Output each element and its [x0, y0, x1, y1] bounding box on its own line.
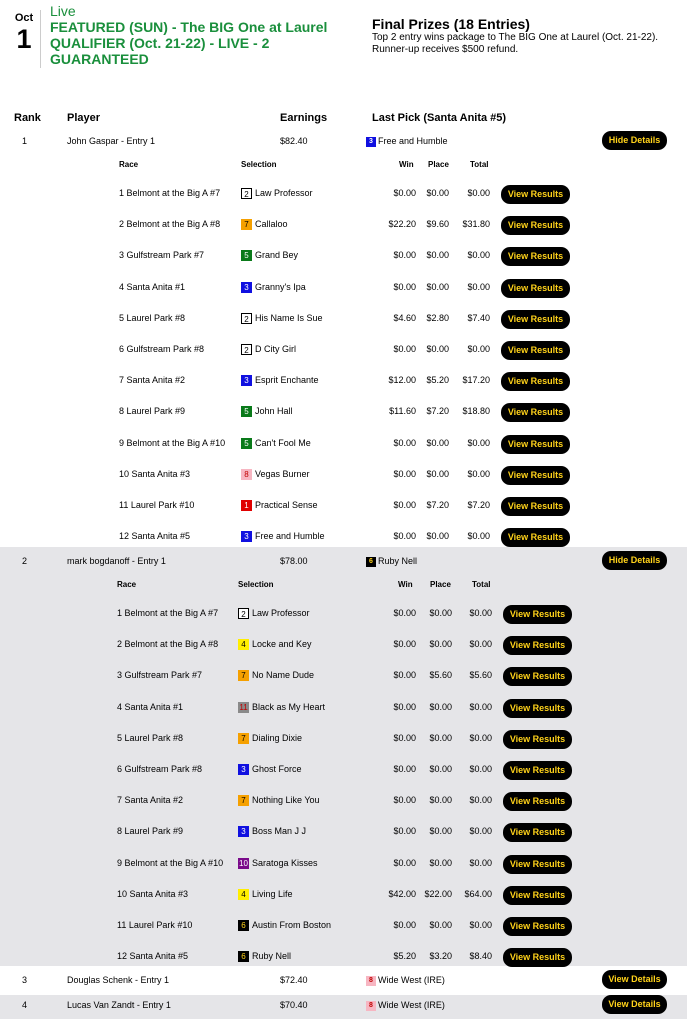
race-row — [0, 951, 687, 964]
race-row — [0, 469, 687, 482]
selection-name: Vegas Burner — [255, 469, 310, 479]
player-name: Lucas Van Zandt - Entry 1 — [67, 1000, 171, 1010]
last-pick-number-badge: 8 — [366, 1001, 376, 1011]
race-row — [0, 188, 687, 201]
race-name: 4 Santa Anita #1 — [117, 702, 184, 712]
selection-name: Dialing Dixie — [252, 733, 303, 743]
total-amount: $0.00 — [467, 344, 490, 354]
place-amount: $0.00 — [429, 858, 452, 868]
place-amount: $0.00 — [426, 469, 449, 479]
race-name: 10 Santa Anita #3 — [117, 889, 189, 899]
selection-name: Free and Humble — [255, 531, 325, 541]
selection-number-badge: 8 — [241, 469, 252, 480]
selection-number-badge: 7 — [238, 795, 249, 806]
race-row — [0, 406, 687, 419]
win-amount: $11.60 — [389, 406, 416, 416]
event-info — [50, 4, 350, 67]
race-row — [0, 702, 687, 715]
selection-number-badge: 5 — [241, 406, 252, 417]
place-amount: $0.00 — [429, 639, 452, 649]
place-amount: $0.00 — [426, 282, 449, 292]
selection-name: Law Professor — [252, 608, 310, 618]
event-month: Oct — [14, 12, 34, 24]
place-amount: $0.00 — [426, 188, 449, 198]
view-results-button[interactable]: View Results — [501, 310, 570, 329]
race-row — [0, 920, 687, 933]
win-amount: $0.00 — [393, 826, 416, 836]
selection-number-badge: 2 — [241, 313, 252, 324]
win-amount: $12.00 — [388, 375, 416, 385]
selection-name: Ruby Nell — [252, 951, 292, 961]
win-amount: $0.00 — [393, 608, 416, 618]
player-row — [0, 1000, 687, 1012]
prizes-line-1: Top 2 entry wins package to The BIG One at Laurel (Oct. 21-22). — [372, 32, 659, 43]
rank-header: Rank — [14, 112, 41, 124]
race-row — [0, 795, 687, 808]
last-pick-header: Last Pick (Santa Anita #5) — [372, 112, 507, 124]
race-name: 8 Laurel Park #9 — [119, 406, 186, 416]
race-name: 9 Belmont at the Big A #10 — [119, 438, 226, 448]
player-earnings: $70.40 — [280, 1000, 308, 1010]
selection-number-badge: 6 — [238, 920, 249, 931]
selection-name: Saratoga Kisses — [252, 858, 318, 868]
player-earnings: $72.40 — [280, 975, 308, 985]
win-amount: $0.00 — [393, 531, 416, 541]
selection — [238, 670, 314, 681]
detail-header — [0, 580, 687, 592]
player-row — [0, 556, 687, 568]
detail-header-place: Place — [428, 160, 449, 169]
selection — [241, 282, 306, 293]
race-name: 11 Laurel Park #10 — [117, 920, 193, 930]
total-amount: $0.00 — [467, 438, 490, 448]
player-row — [0, 136, 687, 148]
race-name: 11 Laurel Park #10 — [119, 500, 195, 510]
view-results-button[interactable]: View Results — [503, 823, 572, 842]
total-amount: $7.40 — [467, 313, 490, 323]
last-pick-name: Free and Humble — [378, 136, 448, 146]
selection-name: Black as My Heart — [252, 702, 326, 712]
win-amount: $0.00 — [393, 764, 416, 774]
race-row — [0, 219, 687, 232]
player-name: Douglas Schenk - Entry 1 — [67, 975, 170, 985]
selection — [238, 764, 302, 775]
race-row — [0, 826, 687, 839]
place-amount: $0.00 — [426, 344, 449, 354]
view-results-button[interactable]: View Results — [503, 948, 572, 967]
selection — [241, 375, 319, 386]
place-amount: $7.20 — [426, 406, 449, 416]
view-results-button[interactable]: View Results — [501, 528, 570, 547]
view-results-button[interactable]: View Results — [501, 216, 570, 235]
race-name: 1 Belmont at the Big A #7 — [117, 608, 219, 618]
race-name: 9 Belmont at the Big A #10 — [117, 858, 224, 868]
race-row — [0, 282, 687, 295]
place-amount: $0.00 — [429, 733, 452, 743]
total-amount: $7.20 — [467, 500, 490, 510]
selection-number-badge: 3 — [238, 764, 249, 775]
place-amount: $0.00 — [426, 250, 449, 260]
total-amount: $0.00 — [469, 639, 492, 649]
selection — [241, 313, 323, 324]
selection-name: Callaloo — [255, 219, 288, 229]
earnings-header: Earnings — [280, 112, 328, 124]
view-results-button[interactable]: View Results — [503, 699, 572, 718]
selection — [238, 702, 325, 713]
selection-number-badge: 3 — [241, 531, 252, 542]
place-amount: $5.60 — [429, 670, 452, 680]
selection — [238, 858, 318, 869]
selection — [238, 951, 291, 962]
selection-number-badge: 2 — [241, 344, 252, 355]
race-name: 3 Gulfstream Park #7 — [119, 250, 205, 260]
selection — [238, 639, 312, 650]
event-date — [12, 12, 36, 53]
total-amount: $5.60 — [469, 670, 492, 680]
hide-details-button[interactable]: Hide Details — [602, 551, 667, 570]
win-amount: $0.00 — [393, 639, 416, 649]
selection-name: Austin From Boston — [252, 920, 332, 930]
last-pick — [366, 556, 417, 567]
race-row — [0, 858, 687, 871]
view-results-button[interactable]: View Results — [503, 855, 572, 874]
last-pick-number-badge: 6 — [366, 557, 376, 567]
event-title: FEATURED (SUN) - The BIG One at Laurel QUALIFIER (Oct. 21-22) - LIVE - 2 GUARANTEED — [50, 19, 328, 67]
detail-header-win: Win — [399, 160, 414, 169]
selection — [238, 795, 320, 806]
race-name: 7 Santa Anita #2 — [117, 795, 184, 805]
race-name: 6 Gulfstream Park #8 — [119, 344, 205, 354]
last-pick-name: Ruby Nell — [378, 556, 418, 566]
selection-number-badge: 7 — [241, 219, 252, 230]
win-amount: $22.20 — [388, 219, 416, 229]
selection-number-badge: 3 — [241, 282, 252, 293]
view-results-button[interactable]: View Results — [501, 185, 570, 204]
place-amount: $2.80 — [426, 313, 449, 323]
player-earnings: $78.00 — [280, 556, 308, 566]
selection — [241, 406, 293, 417]
selection-number-badge: 5 — [241, 250, 252, 261]
view-results-button[interactable]: View Results — [503, 667, 572, 686]
win-amount: $0.00 — [393, 795, 416, 805]
total-amount: $0.00 — [467, 282, 490, 292]
total-amount: $0.00 — [469, 920, 492, 930]
view-results-button[interactable]: View Results — [503, 605, 572, 624]
view-results-button[interactable]: View Results — [503, 792, 572, 811]
leaderboard-header — [0, 112, 687, 126]
place-amount: $0.00 — [429, 920, 452, 930]
selection — [241, 469, 310, 480]
selection-number-badge: 3 — [238, 826, 249, 837]
selection — [241, 250, 298, 261]
race-name: 8 Laurel Park #9 — [117, 826, 184, 836]
total-amount: $0.00 — [467, 250, 490, 260]
event-day: 1 — [16, 24, 32, 54]
win-amount: $0.00 — [393, 858, 416, 868]
selection — [241, 188, 313, 199]
player-earnings: $82.40 — [280, 136, 308, 146]
view-results-button[interactable]: View Results — [501, 372, 570, 391]
selection-number-badge: 4 — [238, 889, 249, 900]
header-divider — [40, 10, 41, 68]
race-name: 4 Santa Anita #1 — [119, 282, 186, 292]
detail-header-total: Total — [470, 160, 489, 169]
win-amount: $0.00 — [393, 702, 416, 712]
view-results-button[interactable]: View Results — [501, 341, 570, 360]
view-details-button[interactable]: View Details — [602, 995, 667, 1014]
total-amount: $0.00 — [469, 733, 492, 743]
selection — [238, 920, 331, 931]
selection-name: Nothing Like You — [252, 795, 320, 805]
total-amount: $8.40 — [469, 951, 492, 961]
race-name: 1 Belmont at the Big A #7 — [119, 188, 221, 198]
total-amount: $0.00 — [469, 858, 492, 868]
win-amount: $0.00 — [393, 438, 416, 448]
selection — [241, 219, 288, 230]
race-name: 12 Santa Anita #5 — [119, 531, 191, 541]
view-results-button[interactable]: View Results — [503, 886, 572, 905]
place-amount: $3.20 — [429, 951, 452, 961]
total-amount: $0.00 — [467, 188, 490, 198]
race-name: 2 Belmont at the Big A #8 — [117, 639, 219, 649]
win-amount: $42.00 — [388, 889, 416, 899]
race-row — [0, 733, 687, 746]
total-amount: $18.80 — [462, 406, 490, 416]
win-amount: $0.00 — [393, 500, 416, 510]
place-amount: $5.20 — [426, 375, 449, 385]
race-name: 12 Santa Anita #5 — [117, 951, 189, 961]
last-pick-name: Wide West (IRE) — [378, 975, 445, 985]
selection-number-badge: 6 — [238, 951, 249, 962]
last-pick-number-badge: 8 — [366, 976, 376, 986]
view-results-button[interactable]: View Results — [503, 636, 572, 655]
total-amount: $0.00 — [467, 531, 490, 541]
race-row — [0, 500, 687, 513]
event-status: Live — [50, 3, 76, 19]
total-amount: $0.00 — [469, 702, 492, 712]
last-pick — [366, 1000, 445, 1011]
selection-name: Esprit Enchante — [255, 375, 319, 385]
win-amount: $5.20 — [393, 951, 416, 961]
selection — [241, 438, 311, 449]
race-row — [0, 375, 687, 388]
hide-details-button[interactable]: Hide Details — [602, 131, 667, 150]
total-amount: $0.00 — [469, 826, 492, 836]
view-results-button[interactable]: View Results — [501, 466, 570, 485]
player-header: Player — [67, 112, 101, 124]
total-amount: $0.00 — [467, 469, 490, 479]
player-name: John Gaspar - Entry 1 — [67, 136, 156, 146]
race-row — [0, 250, 687, 263]
selection-number-badge: 2 — [241, 188, 252, 199]
prizes-title: Final Prizes (18 Entries) — [372, 16, 530, 32]
selection — [238, 826, 306, 837]
selection-name: Can't Fool Me — [255, 438, 311, 448]
race-name: 2 Belmont at the Big A #8 — [119, 219, 221, 229]
view-results-button[interactable]: View Results — [501, 497, 570, 516]
selection-number-badge: 10 — [239, 859, 248, 869]
selection-name: Grand Bey — [255, 250, 299, 260]
selection-name: His Name Is Sue — [255, 313, 323, 323]
detail-header-selection: Selection — [238, 580, 274, 589]
player-rank: 4 — [22, 1000, 28, 1010]
total-amount: $17.20 — [462, 375, 490, 385]
selection — [238, 889, 293, 900]
selection-name: Boss Man J J — [252, 826, 307, 836]
selection-number-badge: 5 — [241, 438, 252, 449]
selection-name: Practical Sense — [255, 500, 318, 510]
selection-name: Law Professor — [255, 188, 313, 198]
selection-name: Locke and Key — [252, 639, 312, 649]
selection — [238, 733, 302, 744]
win-amount: $0.00 — [393, 282, 416, 292]
selection-number-badge: 7 — [238, 670, 249, 681]
total-amount: $0.00 — [469, 764, 492, 774]
race-row — [0, 531, 687, 544]
selection-number-badge: 11 — [239, 703, 248, 713]
win-amount: $0.00 — [393, 469, 416, 479]
win-amount: $0.00 — [393, 920, 416, 930]
total-amount: $31.80 — [462, 219, 490, 229]
player-rank: 3 — [22, 975, 28, 985]
place-amount: $22.00 — [424, 889, 452, 899]
last-pick — [366, 975, 445, 986]
race-name: 10 Santa Anita #3 — [119, 469, 191, 479]
view-results-button[interactable]: View Results — [501, 247, 570, 266]
view-results-button[interactable]: View Results — [503, 917, 572, 936]
total-amount: $0.00 — [469, 608, 492, 618]
last-pick — [366, 136, 448, 147]
race-row — [0, 313, 687, 326]
event-header — [0, 0, 687, 80]
place-amount: $0.00 — [429, 764, 452, 774]
place-amount: $0.00 — [429, 826, 452, 836]
last-pick-number-badge: 3 — [366, 137, 376, 147]
detail-header-total: Total — [472, 580, 491, 589]
selection-number-badge: 4 — [238, 639, 249, 650]
selection-name: No Name Dude — [252, 670, 315, 680]
selection-name: Granny's Ipa — [255, 282, 306, 292]
detail-header-place: Place — [430, 580, 451, 589]
place-amount: $0.00 — [429, 608, 452, 618]
race-name: 5 Laurel Park #8 — [119, 313, 186, 323]
selection — [238, 608, 310, 619]
place-amount: $9.60 — [426, 219, 449, 229]
place-amount: $0.00 — [429, 702, 452, 712]
view-results-button[interactable]: View Results — [501, 279, 570, 298]
place-amount: $0.00 — [429, 795, 452, 805]
player-row — [0, 975, 687, 987]
win-amount: $0.00 — [393, 670, 416, 680]
race-row — [0, 639, 687, 652]
race-name: 6 Gulfstream Park #8 — [117, 764, 203, 774]
place-amount: $7.20 — [426, 500, 449, 510]
view-results-button[interactable]: View Results — [501, 435, 570, 454]
selection-name: Living Life — [252, 889, 293, 899]
win-amount: $4.60 — [393, 313, 416, 323]
selection-number-badge: 2 — [238, 608, 249, 619]
last-pick-name: Wide West (IRE) — [378, 1000, 445, 1010]
win-amount: $0.00 — [393, 188, 416, 198]
race-name: 3 Gulfstream Park #7 — [117, 670, 203, 680]
selection-number-badge: 3 — [241, 375, 252, 386]
race-row — [0, 764, 687, 777]
total-amount: $64.00 — [464, 889, 492, 899]
detail-header-race: Race — [117, 580, 137, 589]
selection — [241, 344, 296, 355]
detail-header-race: Race — [119, 160, 139, 169]
race-row — [0, 344, 687, 357]
selection-number-badge: 7 — [238, 733, 249, 744]
selection-name: Ghost Force — [252, 764, 302, 774]
prizes-info — [372, 16, 672, 56]
view-results-button[interactable]: View Results — [501, 403, 570, 422]
selection-number-badge: 1 — [241, 500, 252, 511]
detail-header — [0, 160, 687, 172]
selection — [241, 500, 318, 511]
prizes-line-2: Runner-up receives $500 refund. — [372, 44, 519, 55]
player-rank: 1 — [22, 136, 28, 146]
detail-header-selection: Selection — [241, 160, 277, 169]
race-name: 5 Laurel Park #8 — [117, 733, 184, 743]
selection-name: D City Girl — [255, 344, 296, 354]
detail-header-win: Win — [398, 580, 413, 589]
race-row — [0, 670, 687, 683]
total-amount: $0.00 — [469, 795, 492, 805]
race-row — [0, 889, 687, 902]
win-amount: $0.00 — [393, 733, 416, 743]
view-results-button[interactable]: View Results — [503, 730, 572, 749]
player-rank: 2 — [22, 556, 28, 566]
race-name: 7 Santa Anita #2 — [119, 375, 186, 385]
view-details-button[interactable]: View Details — [602, 970, 667, 989]
player-name: mark bogdanoff - Entry 1 — [67, 556, 166, 566]
race-row — [0, 608, 687, 621]
view-results-button[interactable]: View Results — [503, 761, 572, 780]
win-amount: $0.00 — [393, 344, 416, 354]
win-amount: $0.00 — [393, 250, 416, 260]
selection — [241, 531, 325, 542]
race-row — [0, 438, 687, 451]
selection-name: John Hall — [255, 406, 293, 416]
place-amount: $0.00 — [426, 531, 449, 541]
place-amount: $0.00 — [426, 438, 449, 448]
